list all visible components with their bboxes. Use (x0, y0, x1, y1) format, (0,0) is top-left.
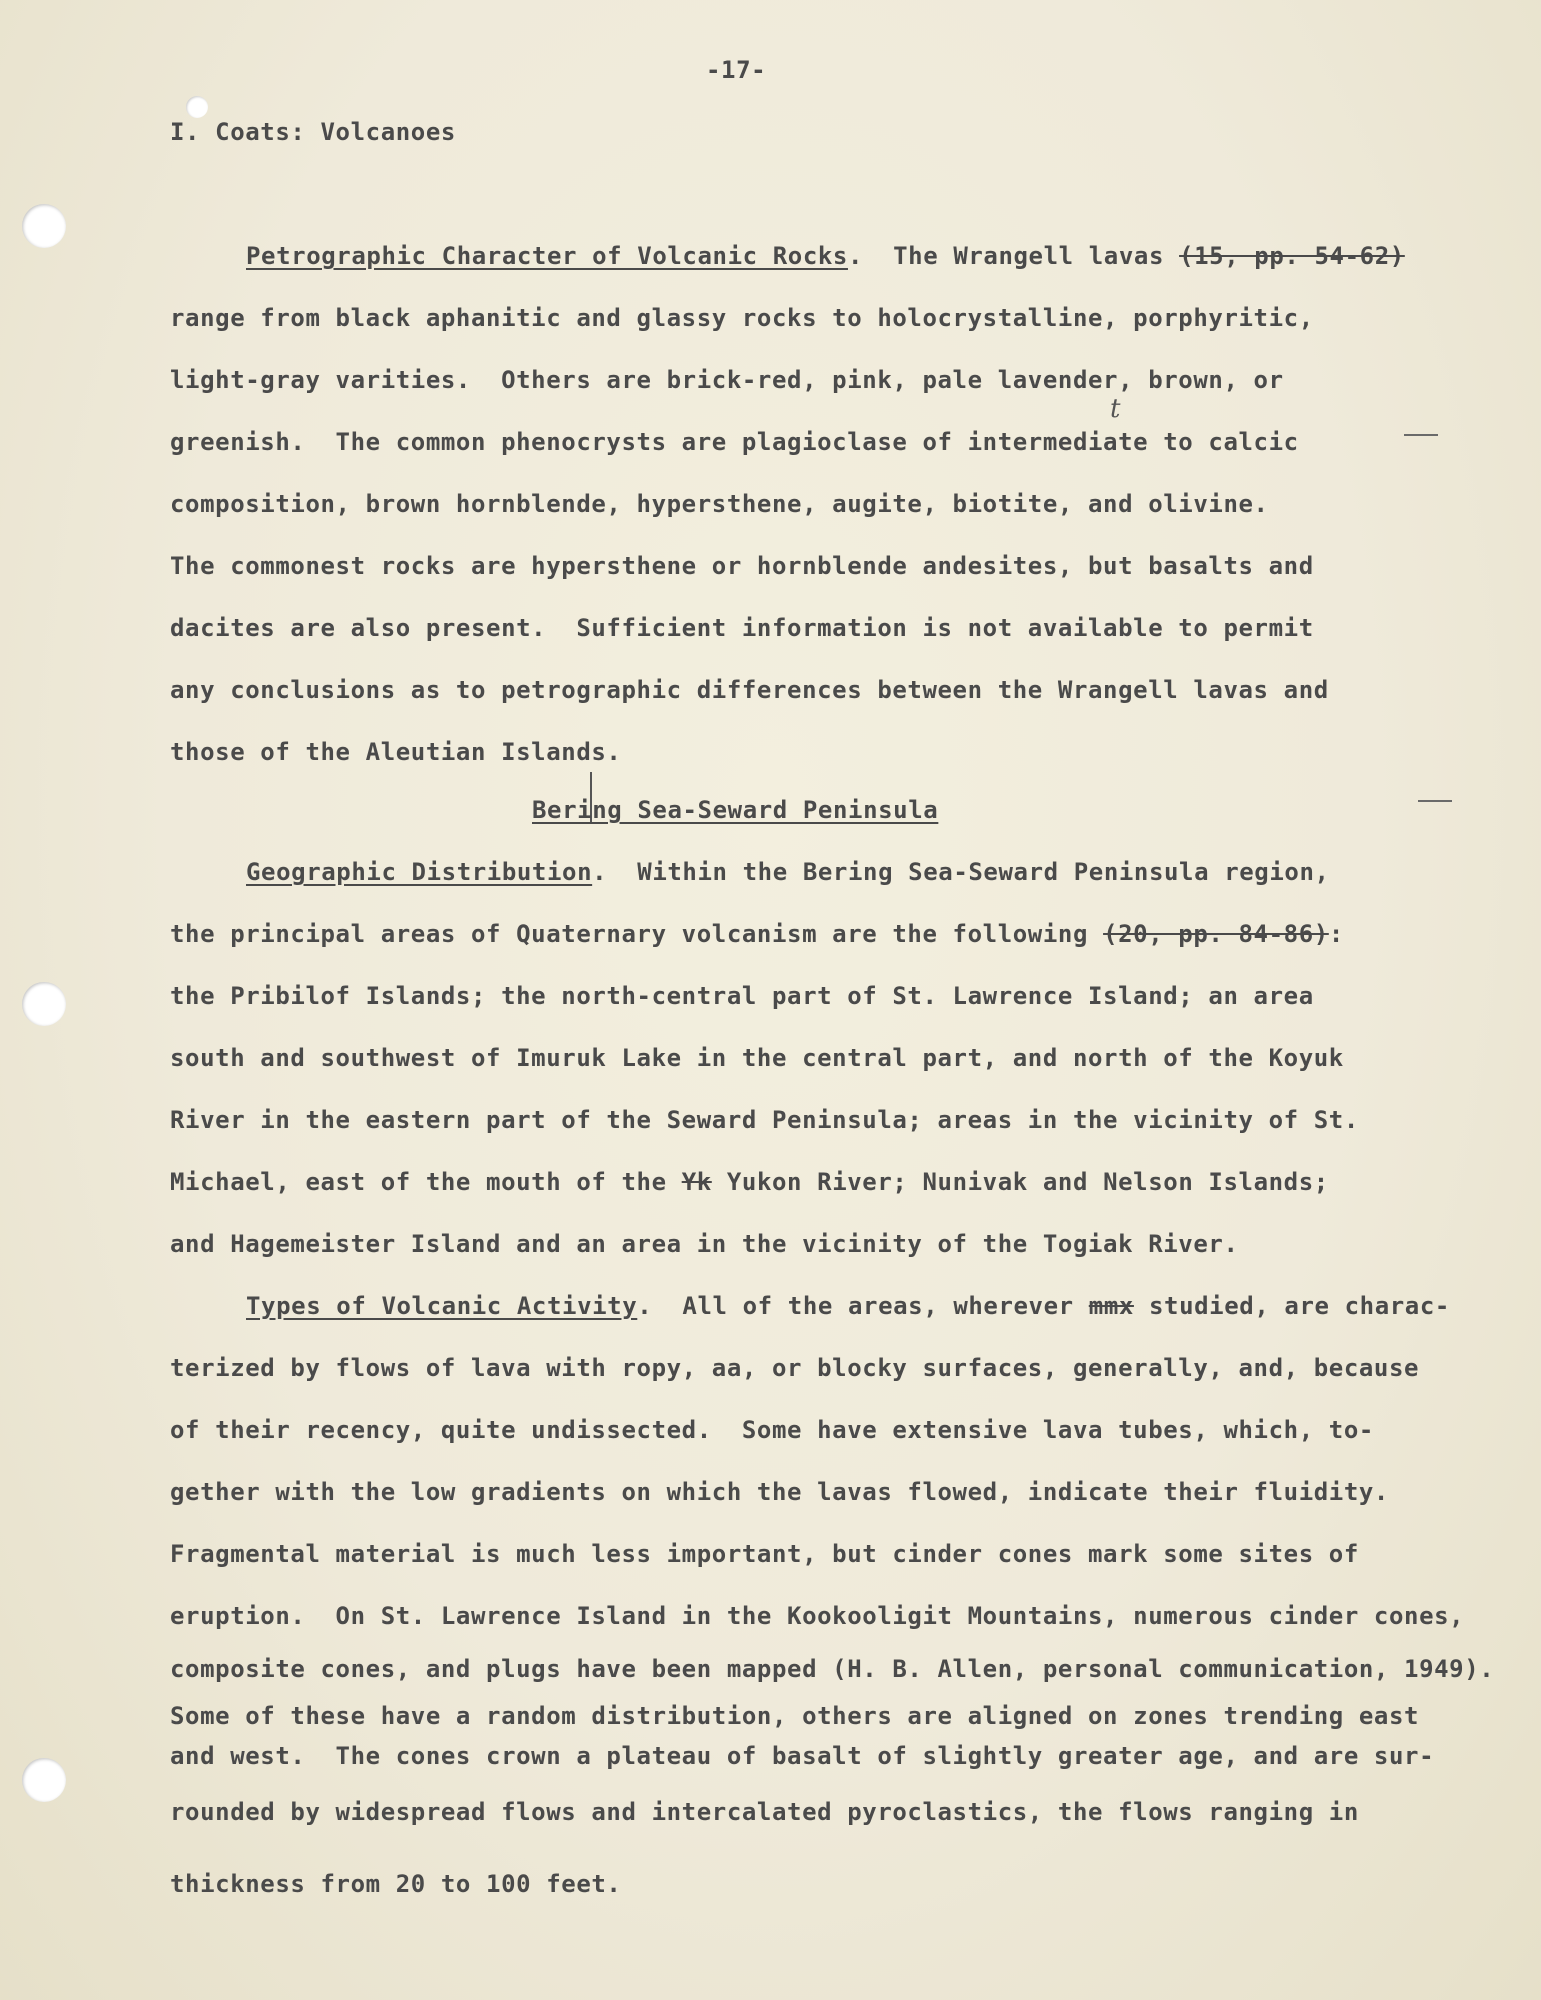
punch-hole (22, 1758, 66, 1802)
text-line (170, 366, 1284, 394)
text-line (246, 858, 1330, 886)
struck-text: (20, pp. 84-86) (1103, 920, 1329, 948)
text-line (170, 428, 1299, 456)
margin-dash (1418, 800, 1452, 802)
line-text: thickness from 20 to 100 feet. (170, 1870, 622, 1898)
text-line (170, 1478, 1389, 1506)
line-text: any conclusions as to petrographic differences between the Wrangell lavas and (170, 676, 1329, 704)
page-number: -17- (706, 56, 767, 84)
text-line (246, 242, 1405, 270)
text-line (170, 1044, 1344, 1072)
text-line (170, 1702, 1419, 1730)
text-line (170, 920, 1344, 948)
text-line (170, 614, 1314, 642)
text-line (170, 1602, 1464, 1630)
line-text: . All of the areas, wherever (637, 1292, 1089, 1320)
struck-text: mmx (1088, 1292, 1134, 1320)
text-line (170, 552, 1314, 580)
text-line (246, 1292, 1450, 1320)
text-line (170, 1230, 1239, 1258)
line-text: Michael, east of the mouth of the (170, 1168, 682, 1196)
section-heading (532, 796, 938, 824)
line-text: the Pribilof Islands; the north-central part of St. Lawrence Island; an area (170, 982, 1314, 1010)
text-line (170, 304, 1314, 332)
underlined-text: Geographic Distribution (246, 858, 593, 886)
line-text: . The Wrangell lavas (847, 242, 1180, 270)
text-line (170, 1168, 1329, 1196)
text-line (170, 1540, 1359, 1568)
text-line (170, 1354, 1419, 1382)
line-text: Fragmental material is much less important, but cinder cones mark some sites of (170, 1540, 1359, 1568)
text-line (170, 1655, 1494, 1683)
text-line (170, 1742, 1434, 1770)
line-text: gether with the low gradients on which the lavas flowed, indicate their fluidity. (170, 1478, 1389, 1506)
text-line (170, 1106, 1359, 1134)
line-text: and west. The cones crown a plateau of basalt of slightly greater age, and are sur- (170, 1742, 1435, 1770)
text-line (170, 1870, 621, 1898)
line-text: rounded by widespread flows and intercalated pyroclastics, the flows ranging in (170, 1798, 1359, 1826)
line-text: composition, brown hornblende, hypersthene, augite, biotite, and olivine. (170, 490, 1269, 518)
line-text: range from black aphanitic and glassy rocks to holocrystalline, porphyritic, (170, 304, 1314, 332)
line-text: River in the eastern part of the Seward Peninsula; areas in the vicinity of St. (170, 1106, 1359, 1134)
underlined-text: Petrographic Character of Volcanic Rocks (246, 242, 848, 270)
text-line (170, 676, 1329, 704)
line-text: : (1328, 920, 1344, 948)
handwritten-correction: t (1110, 394, 1121, 424)
struck-text: (15, pp. 54-62) (1179, 242, 1405, 270)
margin-dash (1404, 434, 1438, 436)
text-line (170, 490, 1269, 518)
line-text: studied, are charac- (1133, 1292, 1450, 1320)
line-text: of their recency, quite undissected. Some have extensive lava tubes, which, to- (170, 1416, 1374, 1444)
struck-text: Yk (681, 1168, 712, 1196)
underlined-text: Bering Sea-Seward Peninsula (532, 796, 939, 824)
line-text: Yukon River; Nunivak and Nelson Islands; (711, 1168, 1329, 1196)
torn-hole (186, 96, 208, 118)
line-text: greenish. The common phenocrysts are plagioclase of intermediate to calcic (170, 428, 1299, 456)
line-text: . Within the Bering Sea-Seward Peninsula region, (592, 858, 1330, 886)
line-text: terized by flows of lava with ropy, aa, or blocky surfaces, generally, and, because (170, 1354, 1420, 1382)
line-text: dacites are also present. Sufficient information is not available to permit (170, 614, 1314, 642)
line-text: Some of these have a random distribution, others are aligned on zones trending east (170, 1702, 1420, 1730)
text-line (170, 1798, 1359, 1826)
running-header: I. Coats: Volcanoes (170, 118, 456, 146)
punch-hole (22, 982, 66, 1026)
punch-hole (22, 204, 66, 248)
line-text: light-gray varities. Others are brick-red, pink, pale lavender, brown, or (170, 366, 1284, 394)
line-text: composite cones, and plugs have been mapped (H. B. Allen, personal communication, 1949). (170, 1655, 1495, 1683)
text-line (170, 1416, 1374, 1444)
line-text: and Hagemeister Island and an area in the vicinity of the Togiak River. (170, 1230, 1239, 1258)
line-text: those of the Aleutian Islands. (170, 738, 622, 766)
line-text: south and southwest of Imuruk Lake in the central part, and north of the Koyuk (170, 1044, 1344, 1072)
text-line (170, 982, 1314, 1010)
underlined-text: Types of Volcanic Activity (246, 1292, 638, 1320)
line-text: the principal areas of Quaternary volcanism are the following (170, 920, 1104, 948)
text-line (170, 738, 621, 766)
line-text: eruption. On St. Lawrence Island in the Kookooligit Mountains, numerous cinder cones, (170, 1602, 1465, 1630)
line-text: The commonest rocks are hypersthene or hornblende andesites, but basalts and (170, 552, 1314, 580)
